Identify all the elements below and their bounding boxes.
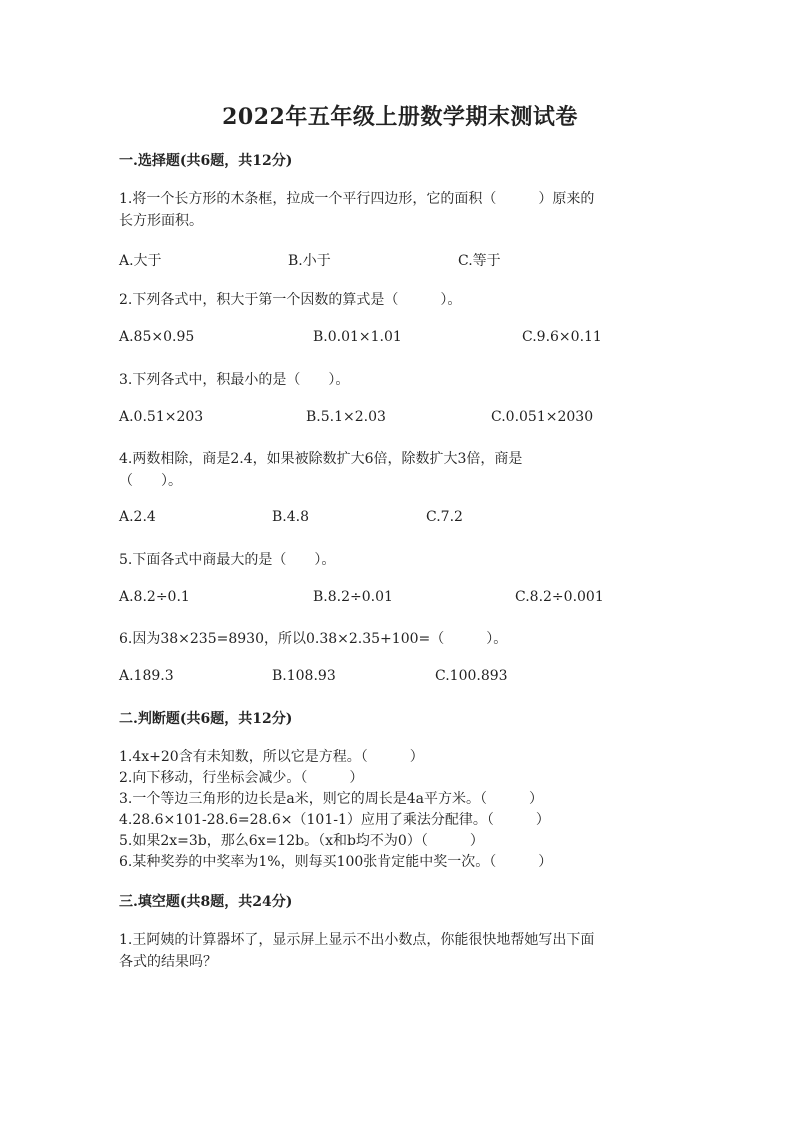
option-a: A.大于 [119,253,162,269]
section-heading-choice: 一.选择题(共6题，共12分) [119,153,293,169]
option-b: B.108.93 [272,668,336,684]
option-c: C.8.2÷0.001 [515,589,604,605]
question-text: 各式的结果吗？ [119,954,217,970]
option-a: A.2.4 [119,509,156,525]
option-b: B.4.8 [272,509,310,525]
list-item: 6.某种奖券的中奖率为1%，则每买100张肯定能中奖一次。（ ） [119,854,553,870]
question-text: 长方形面积。 [119,213,203,229]
option-a: A.189.3 [119,668,174,684]
question-text: 4.两数相除，商是2.4，如果被除数扩大6倍，除数扩大3倍，商是 [119,451,523,467]
option-a: A.0.51×203 [119,409,204,425]
list-item: 2.向下移动，行坐标会减少。（ ） [119,770,364,786]
question-text: （ ）。 [119,473,182,489]
question-text: 2.下列各式中，积大于第一个因数的算式是（ ）。 [119,292,462,308]
option-a: A.85×0.95 [119,329,195,345]
option-a: A.8.2÷0.1 [119,589,190,605]
question-text: 3.下列各式中，积最小的是（ ）。 [119,372,350,388]
section-heading-judge: 二.判断题(共6题，共12分) [119,711,293,727]
option-c: C.100.893 [435,668,508,684]
option-b: B.小于 [288,253,331,269]
page-title: 2022年五年级上册数学期末测试卷 [222,104,578,130]
option-c: C.0.051×2030 [491,409,594,425]
option-c: C.等于 [458,253,501,269]
list-item: 5.如果2x=3b，那么6x=12b。（x和b均不为0）（ ） [119,833,484,849]
list-item: 3.一个等边三角形的边长是a米，则它的周长是4a平方米。（ ） [119,791,543,807]
option-b: B.0.01×1.01 [313,329,402,345]
option-b: B.8.2÷0.01 [313,589,393,605]
question-text: 6.因为38×235=8930，所以0.38×2.35+100=（ ）。 [119,631,508,647]
section-heading-fill: 三.填空题(共8题，共24分) [119,894,293,910]
question-text: 5.下面各式中商最大的是（ ）。 [119,552,336,568]
option-c: C.9.6×0.11 [522,329,602,345]
question-text: 1.王阿姨的计算器坏了，显示屏上显示不出小数点，你能很快地帮她写出下面 [119,932,595,948]
option-c: C.7.2 [426,509,463,525]
list-item: 4.28.6×101-28.6=28.6×（101-1）应用了乘法分配律。（ ） [119,812,550,828]
list-item: 1.4x+20含有未知数，所以它是方程。（ ） [119,749,424,765]
question-text: 1.将一个长方形的木条框，拉成一个平行四边形，它的面积（ ）原来的 [119,191,595,207]
option-b: B.5.1×2.03 [306,409,386,425]
